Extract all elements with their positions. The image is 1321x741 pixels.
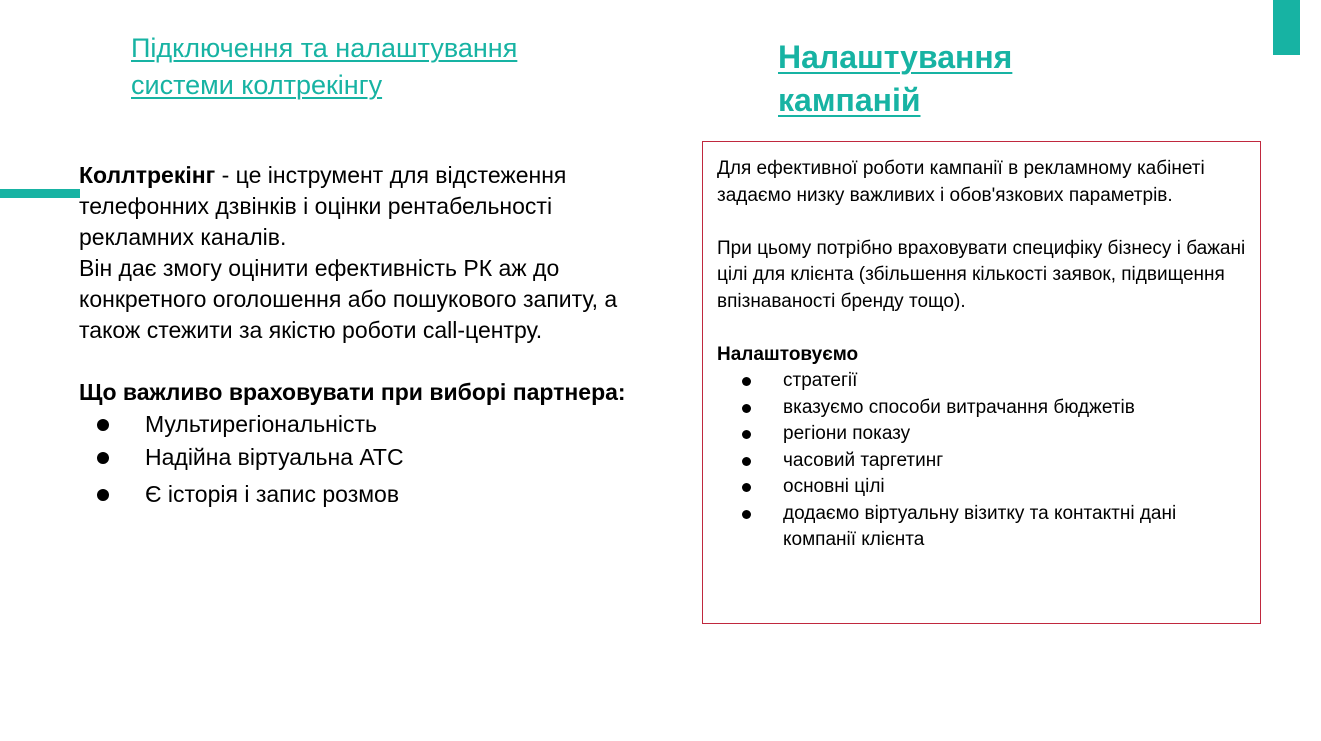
bullet-icon [742,377,751,386]
left-section-body [79,160,639,511]
bullet-icon [742,483,751,492]
list-item-text: Надійна віртуальна АТС [145,444,404,470]
list-item-text: часовий таргетинг [783,449,944,471]
list-item [717,395,1250,422]
partner-criteria-list [79,408,639,511]
list-item-text: Мультирегіональність [145,411,377,437]
bullet-icon [97,419,109,431]
list-item [79,441,639,474]
campaign-settings-box [702,141,1261,624]
settings-list-heading: Налаштовуємо [717,343,859,365]
list-item [717,421,1250,448]
bullet-icon [742,510,751,519]
accent-bar-decoration [1273,0,1300,55]
list-item-text: основні цілі [783,476,885,497]
list-item-text: стратегії [783,370,858,391]
bullet-icon [97,452,109,464]
list-item [717,501,1250,554]
accent-line-decoration [0,189,80,198]
bullet-icon [742,404,751,413]
partner-question-heading: Що важливо враховувати при виборі партнера: [79,379,626,405]
list-item-text: вказуємо способи витрачання бюджетів [783,396,1135,418]
bullet-icon [97,489,109,501]
spacer [717,315,1250,342]
campaign-intro-text: Для ефективної роботи кампанії в рекламному кабінеті задаємо низку важливих і обов'язкових параметрів. [717,158,1205,206]
right-section-title: Налаштування кампаній [778,39,1013,118]
left-section-title: Підключення та налаштування системи колтрекінгу [131,33,518,100]
list-item [79,408,639,441]
list-item [717,474,1250,501]
calltracking-term: Коллтрекінг [79,162,216,188]
list-item-text: додаємо віртуальну візитку та контактні дані компанії клієнта [783,502,1177,550]
list-item-text: Є історія і запис розмов [145,481,400,507]
list-item [717,368,1250,395]
calltracking-benefits: Він дає змогу оцінити ефективність РК аж до конкретного оголошення або пошукового запиту, а також стежити за якістю роботи call-центру. [79,255,618,343]
list-item [717,448,1250,475]
campaign-goals-text: При цьому потрібно враховувати специфіку бізнесу і бажані цілі для клієнта (збільшення кількості заявок, підвищення впізнаваності бренду тощо). [717,237,1246,312]
list-item [79,478,639,511]
settings-list [717,368,1250,554]
calltracking-definition [79,160,639,253]
list-item-text: регіони показу [783,423,911,444]
calltracking-definition-text: - це інструмент для відстеження телефонних дзвінків і оцінки рентабельності рекламних каналів. [79,162,567,250]
spacer [717,209,1250,236]
bullet-icon [742,457,751,466]
bullet-icon [742,430,751,439]
